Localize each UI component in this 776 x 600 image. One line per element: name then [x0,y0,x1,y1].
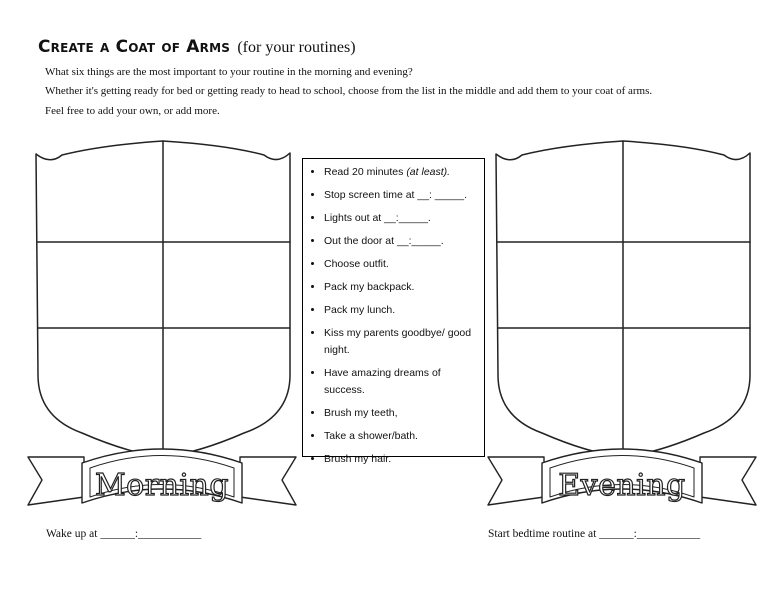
worksheet-title [38,37,356,57]
routine-options-list [303,159,484,468]
routine-option-item [324,302,480,319]
instruction-line-3: Feel free to add your own, or add more. [45,105,220,117]
routine-option-text: Have amazing dreams of success. [324,367,441,396]
routine-options-box [302,158,485,465]
routine-option-item [324,164,480,181]
routine-option-item [324,210,480,227]
instruction-line-2: Whether it's getting ready for bed or getting ready to head to school, choose from the list in the middle and add them to your coat of arms. [45,85,653,97]
routine-option-text: Brush my teeth, [324,407,398,419]
routine-option-text: Stop screen time at __: _____. [324,189,468,201]
routine-option-text: Out the door at __:_____. [324,235,444,247]
routine-option-item [324,451,480,468]
routine-option-item [324,365,480,399]
routine-option-text: Lights out at __:_____. [324,212,431,224]
morning-shield[interactable] [22,135,302,520]
routine-option-item [324,187,480,204]
routine-option-item [324,233,480,250]
routine-option-item [324,256,480,273]
bedtime-routine-time-field[interactable]: Start bedtime routine at ______:___________ [488,528,701,540]
routine-option-text: Kiss my parents goodbye/ good night. [324,327,472,356]
title-main: Create a Coat of Arms [38,37,231,57]
routine-option-text: Take a shower/bath. [324,430,418,442]
evening-shield[interactable] [482,135,762,520]
wake-up-time-field[interactable]: Wake up at ______:___________ [46,528,202,540]
instruction-line-1: What six things are the most important to your routine in the morning and evening? [45,66,413,78]
routine-option-item [324,405,480,422]
routine-option-text: Brush my hair. [324,453,392,465]
routine-option-item [324,279,480,296]
title-subtitle: (for your routines) [237,39,356,56]
routine-option-item [324,428,480,445]
routine-option-text: Pack my backpack. [324,281,415,293]
routine-option-item [324,325,480,359]
morning-banner-label: Morning [94,468,230,503]
routine-option-emphasis: (at least). [406,166,451,178]
routine-option-text: Choose outfit. [324,258,389,270]
routine-option-text: Pack my lunch. [324,304,396,316]
routine-option-text: Read 20 minutes [324,166,407,178]
evening-banner-label: Evening [558,468,686,503]
